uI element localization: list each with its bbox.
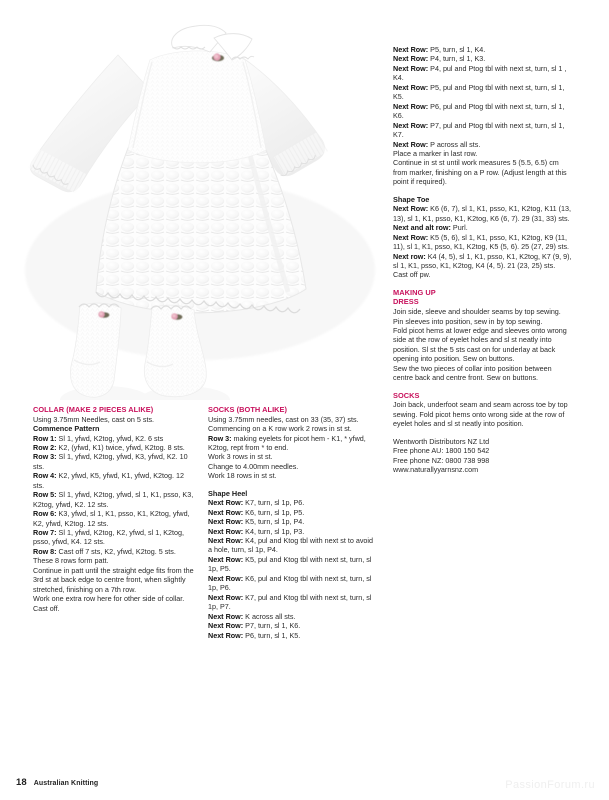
instruction-line: Next Row: P7, turn, sl 1, K6. xyxy=(208,621,301,631)
instruction-line: Row 8: Cast off 7 sts, K2, yfwd, K2tog. 5 sts. xyxy=(33,546,176,556)
row-label: Next Row: xyxy=(208,621,244,631)
instruction-line: Commencing on a K row work 2 rows in st st. xyxy=(208,424,352,434)
pattern-instructions xyxy=(0,45,609,755)
section-heading: MAKING UP xyxy=(393,287,436,297)
instruction-line: Row 3: making eyelets for picot hem - K1, * yfwd, K2tog, rept from * to end. xyxy=(208,433,366,452)
instruction-line: Next Row: K across all sts. xyxy=(208,611,296,621)
instruction-line: Next Row: P6, turn, sl 1, K5. xyxy=(208,630,301,640)
instruction-line: Sew the two pieces of collar into position between centre back and centre front. Sew on buttons. xyxy=(393,363,552,383)
row-label: Next Row: xyxy=(393,54,429,64)
instruction-line: Next Row: K6, turn, sl 1p, P5. xyxy=(208,507,305,517)
collar-body xyxy=(33,415,195,614)
instruction-line: Work 3 rows in st st. xyxy=(208,452,273,462)
instruction-line: Next Row: K6, pul and Ktog tbl with next st, turn, sl 1p, P6. xyxy=(208,573,372,593)
row-label: Next Row: xyxy=(208,517,244,527)
page-number: 18 xyxy=(16,777,27,788)
row-label: Next Row: xyxy=(393,101,429,111)
row-label: Row 1: xyxy=(33,433,57,443)
row-label: Row 6: xyxy=(33,509,57,519)
row-label: Next Row: xyxy=(393,120,429,130)
row-label: Next Row: xyxy=(393,45,429,54)
watermark: PassionForum.ru xyxy=(505,779,595,791)
column-continuation xyxy=(393,45,573,765)
instruction-line: Next Row: P6, pul and Ptog tbl with next st, turn, sl 1, K6. xyxy=(393,101,565,121)
instruction-line: Free phone NZ: 0800 738 998 xyxy=(393,455,490,465)
instruction-line: Row 1: Sl 1, yfwd, K2tog, yfwd, K2. 6 sts xyxy=(33,433,164,443)
sub-heading: Commence Pattern xyxy=(33,424,100,434)
instruction-line: Row 4: K2, yfwd, K5, yfwd, K1, yfwd, K2tog. 12 sts. xyxy=(33,471,185,490)
row-label: Next Row: xyxy=(208,554,244,564)
row-label: Next Row: xyxy=(393,232,429,242)
instruction-line: Next Row: P4, pul and Ptog tbl with next st, turn, sl 1 , K4. xyxy=(393,63,567,83)
row-label: Next Row: xyxy=(208,611,244,621)
sub-heading: Shape Heel xyxy=(208,488,248,498)
instruction-line: Free phone AU: 1800 150 542 xyxy=(393,446,490,456)
instruction-line: Next Row: P5, pul and Ptog tbl with next st, turn, sl 1, K5. xyxy=(393,82,565,102)
row-label: Row 7: xyxy=(33,528,57,538)
paragraph-spacer xyxy=(393,429,573,437)
paragraph-spacer xyxy=(393,187,573,195)
instruction-line: www.naturallyyarnsnz.com xyxy=(393,465,479,474)
instruction-line: Row 2: K2, (yfwd, K1) twice, yfwd, K2tog. 8 sts. xyxy=(33,442,185,452)
instruction-line: Next Row: K7, pul and Ktog tbl with next st, turn, sl 1p, P7. xyxy=(208,592,372,612)
row-label: Next Row: xyxy=(393,82,429,92)
instruction-line: Continue in st st until work measures 5 (5.5, 6.5) cm from marker, finishing on a P row. (Adjust length at this point if required). xyxy=(393,158,567,187)
paragraph-spacer xyxy=(208,481,376,489)
instruction-line: Continue in patt until the straight edge fits from the 3rd st at back edge to centre front, when slightly stretched, finishing on a 7th row. xyxy=(33,565,194,594)
instruction-line: Change to 4.00mm needles. xyxy=(208,461,299,471)
row-label: Next Row: xyxy=(208,498,244,508)
instruction-line: Fold picot hems at lower edge and sleeves onto wrong side at the row of eyelet holes and sl st neatly into position. Sl st the 5 sts cast on for underlay at back opening into position. Sew on buttons. xyxy=(393,325,567,364)
row-label: Row 3: xyxy=(208,433,232,443)
row-label: Next Row: xyxy=(208,630,244,640)
paragraph-spacer xyxy=(393,383,573,391)
section-heading: SOCKS xyxy=(393,390,420,400)
instruction-line: Using 3.75mm Needles, cast on 5 sts. xyxy=(33,414,155,424)
instruction-line: Next Row: K6 (6, 7), sl 1, K1, psso, K1, K2tog, K11 (13, 13), sl 1, K1, psso, K1, K2tog, K6 (6, 7). 29 (31, 33) sts. xyxy=(393,204,572,223)
instruction-line: Next Row: K5, turn, sl 1p, P4. xyxy=(208,517,305,527)
row-label: Next Row: xyxy=(208,573,244,583)
row-label: Row 8: xyxy=(33,546,57,556)
paragraph-spacer xyxy=(393,280,573,288)
instruction-line: Next Row: K4, pul and Ktog tbl with next st to avoid a hole, turn, sl 1p, P4. xyxy=(208,536,374,555)
instruction-line: Row 6: K3, yfwd, sl 1, K1, psso, K1, K2tog, yfwd, K2, yfwd, K2tog. 12 sts. xyxy=(33,509,190,528)
row-label: Next row: xyxy=(393,251,426,261)
page-footer xyxy=(16,777,98,788)
instruction-line: Place a marker in last row. xyxy=(393,148,478,158)
instruction-line: Next Row: P7, pul and Ptog tbl with next st, turn, sl 1, K7. xyxy=(393,120,565,140)
instruction-line: Next Row: K4, turn, sl 1p, P3. xyxy=(208,526,305,536)
instruction-line: Using 3.75mm needles, cast on 33 (35, 37) sts. xyxy=(208,414,359,424)
sub-heading: Shape Toe xyxy=(393,194,430,204)
row-label: Next Row: xyxy=(393,63,429,73)
row-label: Next and alt row: xyxy=(393,223,451,233)
instruction-line: Next Row: K5 (5, 6), sl 1, K1, psso, K1, K2tog, K9 (11, 11), sl 1, K1, psso, K1, K2tog, K5 (5, 6). 25 (27, 29) sts. xyxy=(393,232,570,252)
socks-heading: SOCKS (BOTH ALIKE) xyxy=(208,405,288,414)
collar-heading: COLLAR (MAKE 2 PIECES ALIKE) xyxy=(33,405,154,414)
instruction-line: Next Row: K7, turn, sl 1p, P6. xyxy=(208,498,305,508)
row-label: Row 3: xyxy=(33,452,57,462)
socks-body xyxy=(208,415,376,640)
row-label: Next Row: xyxy=(208,507,244,517)
instruction-line: Next Row: P4, turn, sl 1, K3. xyxy=(393,54,486,64)
row-label: Next Row: xyxy=(393,139,429,149)
instruction-line: Next row: K4 (4, 5), sl 1, K1, psso, K1, K2tog, K7 (9, 9), sl 1, K1, psso, K1, K2tog, K4 (4, 5). 21 (23, 25) sts. xyxy=(393,251,572,270)
row-label: Next Row: xyxy=(393,204,429,214)
publication-name: Australian Knitting xyxy=(33,780,99,787)
continuation-body xyxy=(393,45,573,474)
row-label: Next Row: xyxy=(208,526,244,536)
instruction-line: Row 3: Sl 1, yfwd, K2tog, yfwd, K3, yfwd, K2. 10 sts. xyxy=(33,452,188,471)
instruction-line: Row 7: Sl 1, yfwd, K2tog, K2, yfwd, sl 1, K2tog, psso, yfwd, K4. 12 sts. xyxy=(33,528,185,547)
instruction-line: Row 5: Sl 1, yfwd, K2tog, yfwd, sl 1, K1, psso, K3, K2tog, yfwd, K2. 12 sts. xyxy=(33,490,194,509)
instruction-line: Next Row: K5, pul and Ktog tbl with next st, turn, sl 1p, P5. xyxy=(208,554,372,574)
instruction-line: These 8 rows form patt. xyxy=(33,556,109,566)
instruction-line: Next and alt row: Purl. xyxy=(393,223,468,233)
instruction-line: Work 18 rows in st st. xyxy=(208,471,277,481)
row-label: Row 2: xyxy=(33,442,57,452)
section-heading: DRESS xyxy=(393,297,419,307)
instruction-line: Cast off pw. xyxy=(393,270,431,280)
row-label: Next Row: xyxy=(208,592,244,602)
row-label: Row 5: xyxy=(33,490,57,500)
instruction-line: Next Row: P5, turn, sl 1, K4. xyxy=(393,45,486,54)
row-label: Next Row: xyxy=(208,536,244,546)
instruction-line: Work one extra row here for other side of collar. xyxy=(33,594,185,604)
instruction-line: Next Row: P across all sts. xyxy=(393,139,481,149)
column-socks xyxy=(208,405,376,640)
instruction-line: Wentworth Distributors NZ Ltd xyxy=(393,436,490,446)
instruction-line: Join side, sleeve and shoulder seams by top sewing. Pin sleeves into position, sew in by top sewing. xyxy=(393,307,561,326)
row-label: Row 4: xyxy=(33,471,57,481)
instruction-line: Join back, underfoot seam and seam across toe by top sewing. Fold picot hems onto wrong side at the row of eyelet holes and sl st neatly into position. xyxy=(393,400,568,429)
column-collar xyxy=(33,405,195,613)
instruction-line: Cast off. xyxy=(33,603,60,613)
